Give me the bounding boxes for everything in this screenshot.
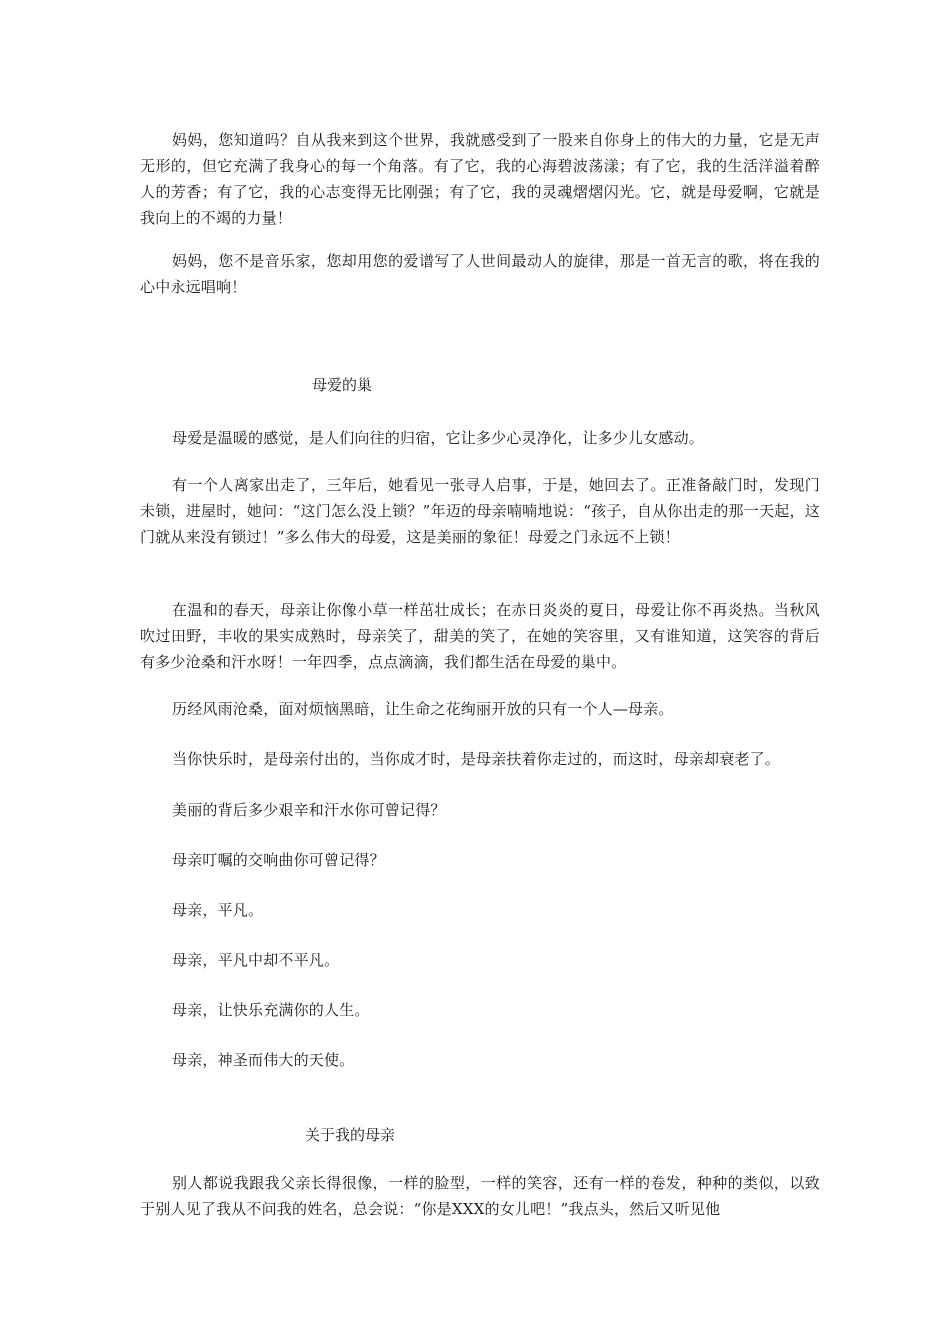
paragraph: 当你快乐时，是母亲付出的，当你成才时，是母亲扶着你走过的，而这时，母亲却衰老了。: [172, 750, 781, 768]
paragraph: 母亲，神圣而伟大的天使。: [172, 1051, 355, 1069]
paragraph: 在温和的春天，母亲让你像小草一样茁壮成长；在赤日炎炎的夏日，母爱让你不再炎热。当秋风吹过田野，丰收的果实成熟时，母亲笑了，甜美的笑了，在她的笑容里，又有谁知道，这笑容的背后有多少沧桑和汗水呀！一年四季，点点滴滴，我们都生活在母爱的巢中。: [140, 601, 820, 671]
paragraph: 美丽的背后多少艰辛和汗水你可曾记得？: [172, 801, 446, 819]
paragraph: 母亲，平凡。: [172, 901, 264, 919]
paragraph: 有一个人离家出走了，三年后，她看见一张寻人启事，于是，她回去了。正准备敲门时，发现门未锁，进屋时，她问：“这门怎么没上锁？”年迈的母亲喃喃地说：“孩子，自从你出走的那一天起，这门就从来没有锁过！”多么伟大的母爱，这是美丽的象征！母爱之门永远不上锁！: [140, 476, 820, 546]
paragraph: 母亲，让快乐充满你的人生。: [172, 1001, 370, 1019]
paragraph: 母爱是温暖的感觉，是人们向往的归宿，它让多少心灵净化，让多少儿女感动。: [172, 429, 705, 447]
paragraph: 别人都说我跟我父亲长得很像，一样的脸型，一样的笑容，还有一样的卷发，种种的类似，以致于别人见了我从不问我的姓名，总会说：“你是XXX的女儿吧！”我点头，然后又听见他: [140, 1174, 820, 1218]
paragraph: 妈妈，您知道吗？自从我来到这个世界，我就感受到了一股来自你身上的伟大的力量，它是无声无形的，但它充满了我身心的每一个角落。有了它，我的心海碧波荡漾；有了它，我的生活洋溢着醉人的芳香；有了它，我的心志变得无比刚强；有了它，我的灵魂熠熠闪光。它，就是母爱啊，它就是我向上的不竭的力量！: [140, 131, 820, 227]
section-title: 关于我的母亲: [305, 1126, 396, 1144]
paragraph: 妈妈，您不是音乐家，您却用您的爱谱写了人世间最动人的旋律，那是一首无言的歌，将在我的心中永远唱响！: [140, 252, 820, 296]
section-title: 母爱的巢: [312, 376, 373, 394]
paragraph: 母亲，平凡中却不平凡。: [172, 951, 340, 969]
paragraph: 母亲叮嘱的交响曲你可曾记得？: [172, 851, 385, 869]
paragraph: 历经风雨沧桑，面对烦恼黑暗，让生命之花绚丽开放的只有一个人—母亲。: [172, 700, 674, 718]
